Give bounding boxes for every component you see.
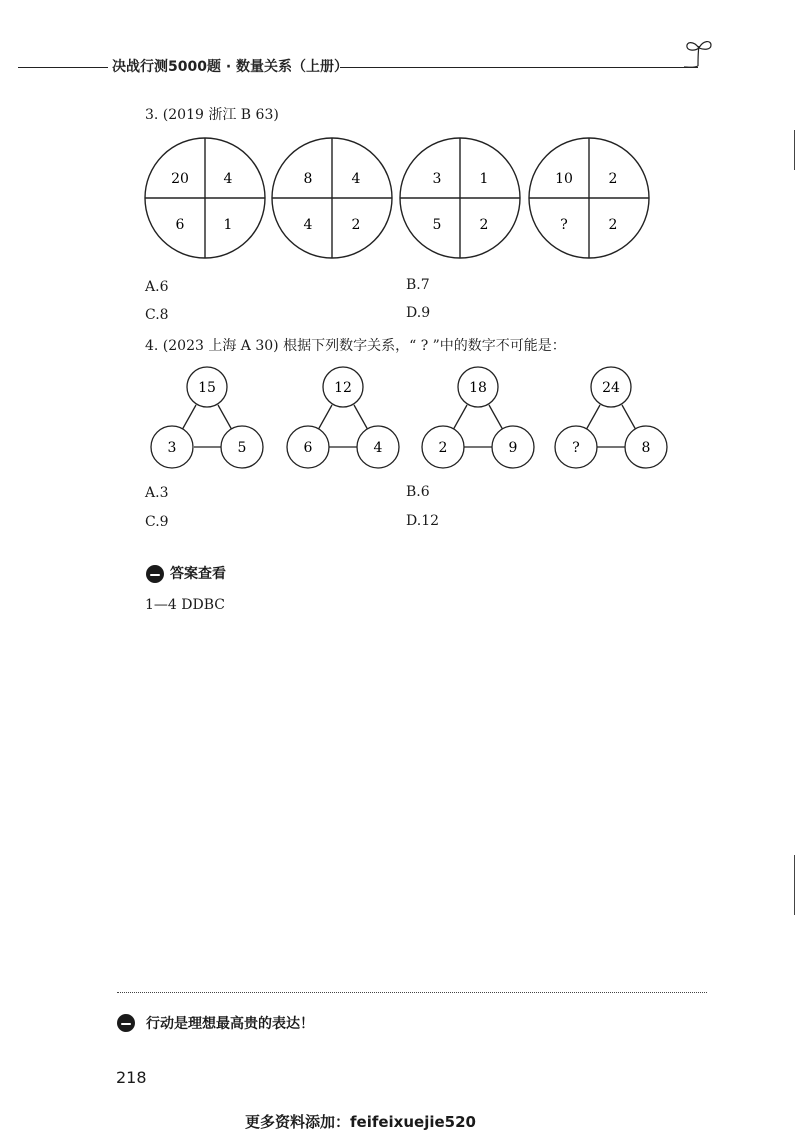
triangle-3-top: 18 — [469, 380, 487, 396]
circle-3-top-left: 3 — [432, 171, 442, 187]
q4-option-d: D.12 — [406, 513, 440, 529]
triangle-2-right: 4 — [373, 440, 383, 456]
circle-4-top-right: 2 — [608, 171, 618, 187]
q4-option-a: A.3 — [145, 485, 169, 501]
triangle-3 — [422, 367, 534, 468]
circle-2-bottom-right: 2 — [351, 217, 361, 233]
footer-separator — [117, 992, 707, 993]
circle-1-top-right: 4 — [223, 171, 233, 187]
triangle-3-left: 2 — [438, 440, 448, 456]
q3-option-c: C.8 — [145, 307, 169, 323]
triangle-4 — [555, 367, 667, 468]
motto-text: 行动是理想最高贵的表达！ — [146, 1016, 314, 1032]
circle-2-bottom-left: 4 — [303, 217, 313, 233]
triangle-2-left: 6 — [303, 440, 313, 456]
triangle-2 — [287, 367, 399, 468]
answer-bullet-icon — [146, 565, 164, 583]
triangle-4-top: 24 — [602, 380, 620, 396]
footer-note: 更多资料添加：feifeixuejie520 — [245, 1113, 476, 1131]
circle-3-bottom-right: 2 — [479, 217, 489, 233]
triangle-4-right: 8 — [641, 440, 651, 456]
circle-1-bottom-left: 6 — [175, 217, 185, 233]
circle-1-bottom-right: 1 — [223, 217, 233, 233]
triangle-3-right: 9 — [508, 440, 518, 456]
motto-bullet-icon — [117, 1014, 135, 1032]
page-number: 218 — [116, 1068, 147, 1087]
q3-option-b: B.7 — [406, 277, 430, 293]
answer-text: 1—4 DDBC — [145, 597, 225, 613]
q4-option-b: B.6 — [406, 484, 430, 500]
q3-option-d: D.9 — [406, 305, 431, 321]
triangle-1-top: 15 — [198, 380, 216, 396]
circle-4-bottom-left: ? — [560, 217, 568, 233]
triangle-2-top: 12 — [334, 380, 352, 396]
circle-3-bottom-left: 5 — [432, 217, 442, 233]
triangle-1-left: 3 — [167, 440, 177, 456]
q4-option-c: C.9 — [145, 514, 169, 530]
circle-2-top-left: 8 — [303, 171, 313, 187]
circle-4-bottom-right: 2 — [608, 217, 618, 233]
q3-option-a: A.6 — [145, 279, 169, 295]
triangle-1-right: 5 — [237, 440, 247, 456]
question-3-label: 3. (2019 浙江 B 63) — [145, 107, 279, 123]
triangle-4-left: ? — [572, 440, 580, 456]
circle-4-top-left: 10 — [555, 171, 573, 187]
circle-1-top-left: 20 — [171, 171, 189, 187]
header-title: 决战行测5000题 · 数量关系（上册） — [112, 59, 349, 75]
edge-mark — [794, 855, 795, 915]
edge-mark — [794, 130, 795, 170]
circle-3-top-right: 1 — [479, 171, 489, 187]
question-4-figure — [0, 0, 800, 500]
question-4-label: 4. (2023 上海 A 30) 根据下列数字关系，“ ? ”中的数字不可能是： — [145, 338, 566, 354]
triangle-1 — [151, 367, 263, 468]
circle-2-top-right: 4 — [351, 171, 361, 187]
answer-title: 答案查看 — [170, 566, 226, 582]
